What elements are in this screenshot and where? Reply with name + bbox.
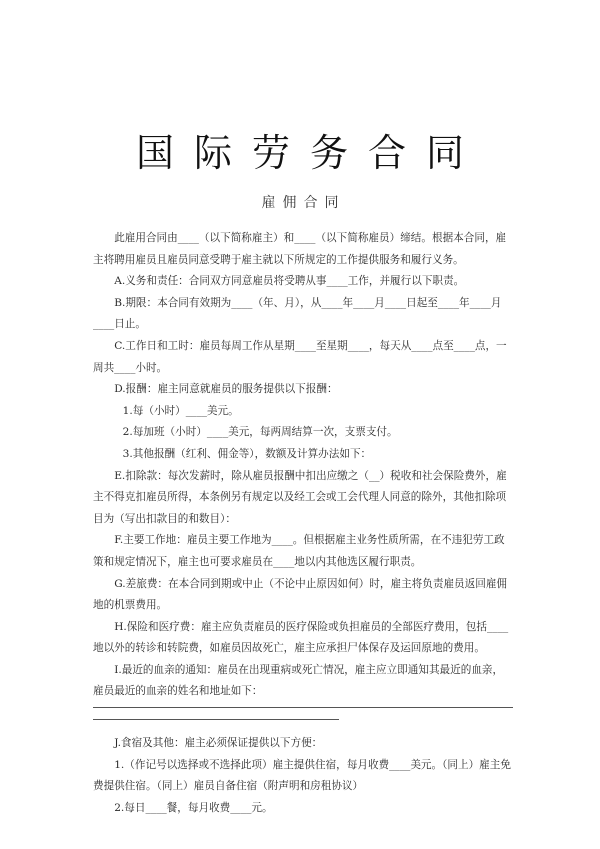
- section-d-item-3: 3.其他报酬（红利、佣金等），数额及计算办法如下：: [122, 447, 372, 460]
- section-b: B.期限：本合同有效期为____（年、月），从____年____月____日起至____年____月____日止。: [93, 296, 502, 331]
- document-subtitle: 雇佣合同: [261, 195, 346, 211]
- section-j: J.食宿及其他：雇主必须保证提供以下方便：: [114, 737, 323, 750]
- section-d: D.报酬：雇主同意就雇员的服务提供以下报酬：: [114, 383, 338, 396]
- section-j-item-2: 2.每日____餐，每月收费____元。: [114, 801, 273, 814]
- contract-body: [93, 228, 513, 819]
- section-g: G.差旅费：在本合同到期或中止（不论中止原因如何）时，雇主将负责雇员返回雇佣地的机票费用。: [93, 577, 508, 612]
- section-f: F.主要工作地：雇员主要工作地为____。但根据雇主业务性质所需，在不违犯劳工政策和规定情况下，雇主也可要求雇员在____地以内其他选区履行职责。: [93, 534, 505, 568]
- section-a: A.义务和责任：合同双方同意雇员将受聘从事____工作，并履行以下职责。: [114, 275, 465, 288]
- blank-line-short: [93, 719, 339, 720]
- blank-line-long: [93, 707, 513, 708]
- section-j-item-1: 1.（作记号以选择或不选择此项）雇主提供住宿，每月收费____美元。（同上）雇主免费提供住宿。（同上）雇员自备住宿（附声明和房租协议）: [93, 758, 511, 793]
- section-c: C.工作日和工时：雇员每周工作从星期____至星期____，每天从____点至____点，一周共____小时。: [93, 339, 507, 374]
- document-title: 国际劳务合同: [135, 131, 484, 175]
- section-i: I.最近的血亲的通知：雇员在出现重病或死亡情况，雇主应立即通知其最近的血亲，雇员最近的血亲的姓名和地址如下：: [93, 663, 504, 698]
- section-d-item-2: 2.每加班（小时）____美元，每两周结算一次，支票支付。: [122, 426, 398, 439]
- section-h: H.保险和医疗费：雇主应负责雇员的医疗保险或负担雇员的全部医疗费用，包括____地以外的转诊和转院费，如雇员因故死亡，雇主应承担尸体保存及运回原地的费用。: [93, 620, 509, 655]
- section-e: E.扣除款：每次发薪时，除从雇员报酬中扣出应缴之（__）税收和社会保险费外，雇主不得克扣雇员所得，本条例另有规定以及经工会或工会代理人同意的除外，其他扣除项目为（写出扣款目的和数目）：: [93, 469, 507, 525]
- section-d-item-1: 1.每（小时）____美元。: [122, 404, 239, 417]
- intro-paragraph: 此雇用合同由____（以下简称雇主）和____（以下简称雇员）缔结。根据本合同，雇主将聘用雇员且雇员同意受聘于雇主就以下所规定的工作提供服务和履行义务。: [93, 232, 507, 266]
